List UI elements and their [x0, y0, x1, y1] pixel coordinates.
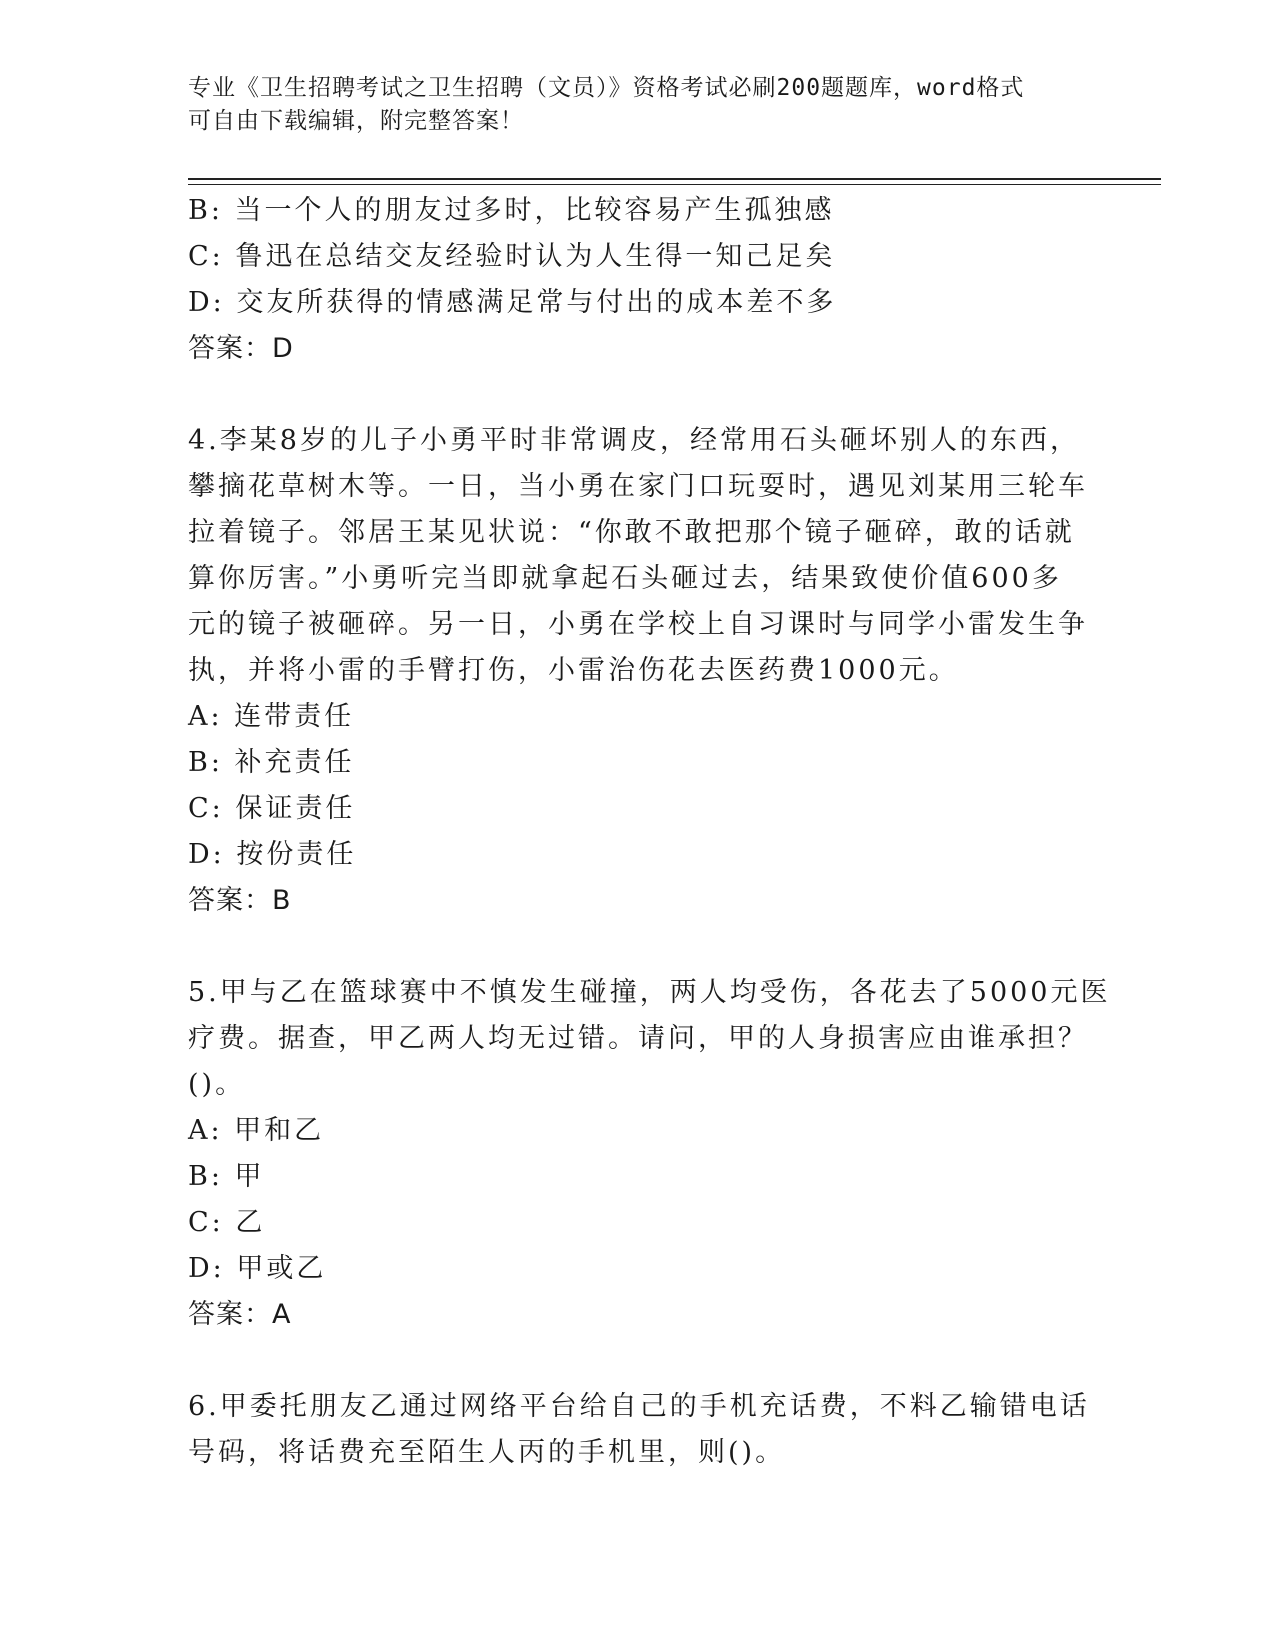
answer-label: 答案：B: [188, 885, 292, 916]
question-stem-line: ()。: [188, 1069, 246, 1100]
question-stem-line: 6.甲委托朋友乙通过网络平台给自己的手机充话费，不料乙输错电话: [188, 1391, 1090, 1422]
question-stem-line: 算你厉害。”小勇听完当即就拿起石头砸过去，结果致使价值600多: [188, 563, 1062, 594]
option-d: D: 按份责任: [188, 839, 357, 870]
question-stem-line: 疗费。据查，甲乙两人均无过错。请问，甲的人身损害应由谁承担？: [188, 1023, 1088, 1054]
question-4: [188, 418, 1088, 924]
option-d: D: 交友所获得的情感满足常与付出的成本差不多: [188, 287, 837, 318]
document-header: [188, 72, 1068, 138]
option-c: C: 鲁迅在总结交友经验时认为人生得一知己足矣: [188, 241, 836, 272]
question-content: [188, 188, 1111, 1476]
question-stem-line: 5.甲与乙在篮球赛中不慎发生碰撞，两人均受伤，各花去了5000元医: [188, 977, 1111, 1008]
question-stem-line: 元的镜子被砸碎。另一日，小勇在学校上自习课时与同学小雷发生争: [188, 609, 1088, 640]
option-c: C: 乙: [188, 1207, 266, 1238]
header-rule-thick: [188, 178, 1161, 180]
question-stem-line: 4.李某8岁的儿子小勇平时非常调皮，经常用石头砸坏别人的东西，: [188, 425, 1080, 456]
question-5: [188, 970, 1111, 1338]
question-stem-line: 执，并将小雷的手臂打伤，小雷治伤花去医药费1000元。: [188, 655, 959, 686]
header-rule-thin: [188, 184, 1161, 185]
question-3: [188, 188, 1088, 372]
question-stem-line: 拉着镜子。邻居王某见状说：“你敢不敢把那个镜子砸碎，敢的话就: [188, 517, 1075, 548]
question-6: [188, 1384, 1088, 1476]
question-stem-line: 号码，将话费充至陌生人丙的手机里，则()。: [188, 1437, 786, 1468]
question-stem-line: 攀摘花草树木等。一日，当小勇在家门口玩耍时，遇见刘某用三轮车: [188, 471, 1088, 502]
answer-label: 答案：D: [188, 333, 294, 364]
option-b: B: 当一个人的朋友过多时，比较容易产生孤独感: [188, 195, 835, 226]
option-a: A: 甲和乙: [188, 1115, 325, 1146]
option-b: B: 补充责任: [188, 747, 355, 778]
answer-label: 答案：A: [188, 1299, 292, 1330]
option-b: B: 甲: [188, 1161, 265, 1192]
header-line-2: 可自由下载编辑，附完整答案！: [188, 108, 524, 134]
header-line-1: 专业《卫生招聘考试之卫生招聘（文员）》资格考试必刷200题题库，word格式: [188, 75, 1025, 101]
option-d: D: 甲或乙: [188, 1253, 327, 1284]
option-a: A: 连带责任: [188, 701, 355, 732]
option-c: C: 保证责任: [188, 793, 356, 824]
